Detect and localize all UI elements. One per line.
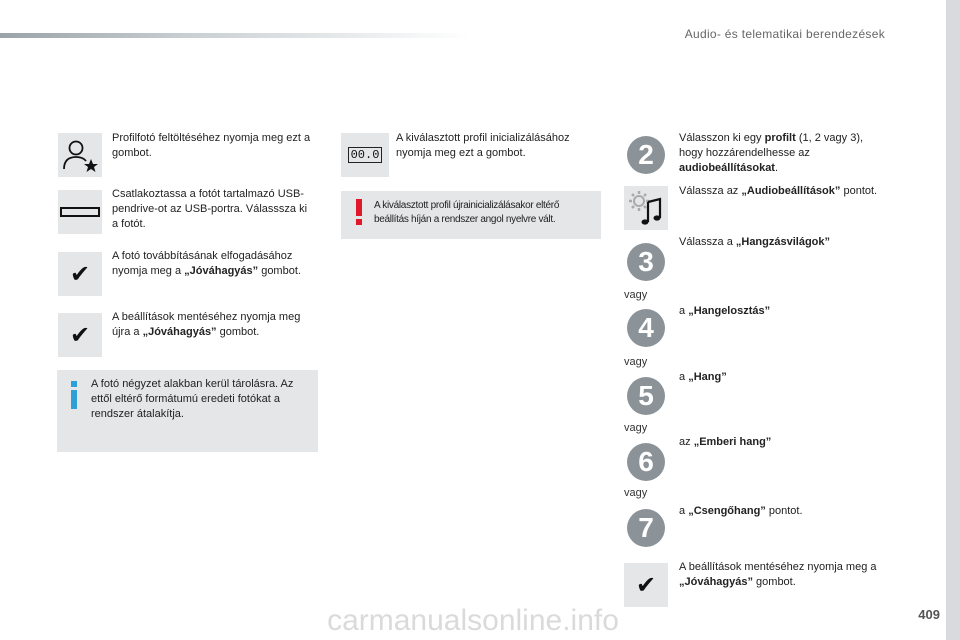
info-note-text: A fotó négyzet alakban kerül tárolásra. Az ettől eltérő formátumú eredeti fotókat a rendszer átalakítja. bbox=[91, 378, 294, 420]
final-confirm-button[interactable] bbox=[624, 563, 668, 607]
step-4-badge: 4 bbox=[627, 309, 665, 347]
confirm-photo-button[interactable] bbox=[58, 252, 102, 296]
usb-slot-box bbox=[58, 190, 102, 234]
page-number: 409 bbox=[918, 607, 940, 622]
audio-settings-text: Válassza az „Audiobeállítások” pontot. bbox=[679, 185, 878, 197]
step-7-badge: 7 bbox=[627, 509, 665, 547]
check-icon: ✔ bbox=[635, 571, 657, 599]
step-6-badge: 6 bbox=[627, 443, 665, 481]
warning-note bbox=[341, 191, 601, 239]
save-settings-text: A beállítások mentéséhez nyomja meg újra a „Jóváhagyás” gombot. bbox=[112, 311, 301, 338]
final-confirm-text: A beállítások mentéséhez nyomja meg a „Jóváhagyás” gombot. bbox=[679, 561, 877, 588]
usb-slot-icon bbox=[60, 202, 100, 222]
or-label: vagy bbox=[624, 289, 648, 301]
check-icon: ✔ bbox=[69, 321, 91, 349]
reset-profile-button[interactable] bbox=[341, 133, 389, 177]
profile-star-icon bbox=[60, 135, 100, 175]
step-2-text: Válasszon ki egy profilt (1, 2 vagy 3), hogy hozzárendelhesse az audiobeállításokat. bbox=[679, 132, 864, 174]
usb-instructions-text: Csatlakoztassa a fotót tartalmazó USB-pendrive-ot az USB-portra. Válasssza ki a fotót. bbox=[112, 188, 308, 230]
or-label: vagy bbox=[624, 356, 648, 368]
or-label: vagy bbox=[624, 487, 648, 499]
save-settings-button[interactable] bbox=[58, 313, 102, 357]
warning-icon bbox=[355, 199, 363, 225]
step-2-badge: 2 bbox=[627, 136, 665, 174]
profile-photo-text: Profilfotó feltöltéséhez nyomja meg ezt a gombot. bbox=[112, 132, 311, 159]
page-header-title: Audio- és telematikai berendezések bbox=[684, 27, 885, 41]
step-3-text: Válassza a „Hangzásvilágok” bbox=[679, 236, 831, 248]
audio-settings-button[interactable] bbox=[624, 186, 668, 230]
step-3-badge: 3 bbox=[627, 243, 665, 281]
or-label: vagy bbox=[624, 422, 648, 434]
info-icon bbox=[69, 381, 79, 409]
step-4-text: a „Hangelosztás” bbox=[679, 305, 771, 317]
info-note bbox=[57, 370, 318, 452]
check-icon: ✔ bbox=[69, 260, 91, 288]
warning-note-text: A kiválasztott profil újrainicializálásakor eltérő beállítás híján a rendszer angol nyelvre vált. bbox=[374, 200, 560, 225]
reset-button-label: 00.0 bbox=[348, 147, 383, 163]
right-edge-strip bbox=[946, 0, 960, 640]
confirm-photo-text: A fotó továbbításának elfogadásához nyomja meg a „Jóváhagyás” gombot. bbox=[112, 250, 301, 277]
gear-music-icon bbox=[626, 188, 666, 228]
step-6-text: az „Emberi hang” bbox=[679, 436, 772, 448]
profile-photo-button[interactable] bbox=[58, 133, 102, 177]
step-7-text: a „Csengőhang” pontot. bbox=[679, 505, 803, 517]
step-5-badge: 5 bbox=[627, 377, 665, 415]
step-5-text: a „Hang” bbox=[679, 371, 727, 383]
reset-profile-text: A kiválasztott profil inicializálásához nyomja meg ezt a gombot. bbox=[396, 132, 570, 159]
watermark: carmanualsonline.info bbox=[327, 604, 619, 637]
header-bar bbox=[0, 33, 470, 38]
